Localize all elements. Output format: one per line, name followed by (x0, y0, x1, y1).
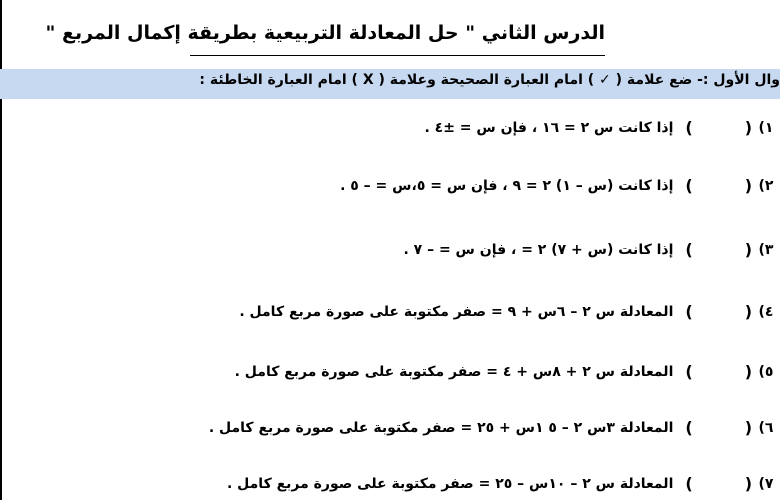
item-number: ٤) (758, 303, 774, 320)
lesson-title: الدرس الثاني " حل المعادلة التربيعية بطريقة إكمال المربع " (45, 22, 605, 44)
item-statement: إذا كانت (س + ٧) ٢ = ، فإن س = – ٧ . (403, 241, 674, 258)
answer-paren-close: ) (685, 118, 693, 137)
list-item (239, 302, 780, 321)
answer-paren-open: ( (744, 302, 752, 321)
item-statement: المعادلة س ٢ + ٨س + ٤ = صفر مكتوبة على صورة مربع كامل . (234, 363, 674, 380)
answer-paren-open: ( (744, 474, 752, 493)
answer-paren-open: ( (744, 362, 752, 381)
list-item (403, 240, 780, 259)
list-item (424, 118, 780, 137)
answer-paren-close: ) (685, 240, 693, 259)
list-item (209, 418, 780, 437)
item-number: ٦) (758, 419, 774, 436)
item-number: ٣) (758, 241, 774, 258)
title-underline (190, 55, 605, 56)
list-item (227, 474, 780, 493)
item-number: ٧) (758, 475, 774, 492)
item-number: ٥) (758, 363, 774, 380)
answer-paren-open: ( (744, 118, 752, 137)
item-statement: إذا كانت (س – ١) ٢ = ٩ ، فإن س = ٥،س = – ٥ . (340, 177, 674, 194)
answer-paren-open: ( (744, 240, 752, 259)
answer-paren-open: ( (744, 176, 752, 195)
answer-paren-close: ) (685, 302, 693, 321)
list-item (340, 176, 780, 195)
answer-paren-open: ( (744, 418, 752, 437)
answer-paren-close: ) (685, 474, 693, 493)
answer-paren-close: ) (685, 362, 693, 381)
answer-paren-close: ) (685, 418, 693, 437)
item-statement: إذا كانت س ٢ = ١٦ ، فإن س = ±٤ . (424, 119, 674, 136)
item-number: ٢) (758, 177, 774, 194)
instruction-text: وال الأول :- ضع علامة ( ✓ ) امام العبارة الصحيحة وعلامة ( X ) امام العبارة الخاطئة : (199, 72, 780, 88)
item-statement: المعادلة ٣س ٢ – ٥ ١س + ٢٥ = صفر مكتوبة على صورة مربع كامل . (208, 419, 674, 436)
item-number: ١) (758, 119, 774, 136)
answer-paren-close: ) (685, 176, 693, 195)
list-item (235, 362, 780, 381)
item-statement: المعادلة س ٢ – ٦س + ٩ = صفر مكتوبة على صورة مربع كامل . (239, 303, 674, 320)
item-statement: المعادلة س ٢ – ١٠س – ٢٥ = صفر مكتوبة على صورة مربع كامل . (226, 475, 674, 492)
